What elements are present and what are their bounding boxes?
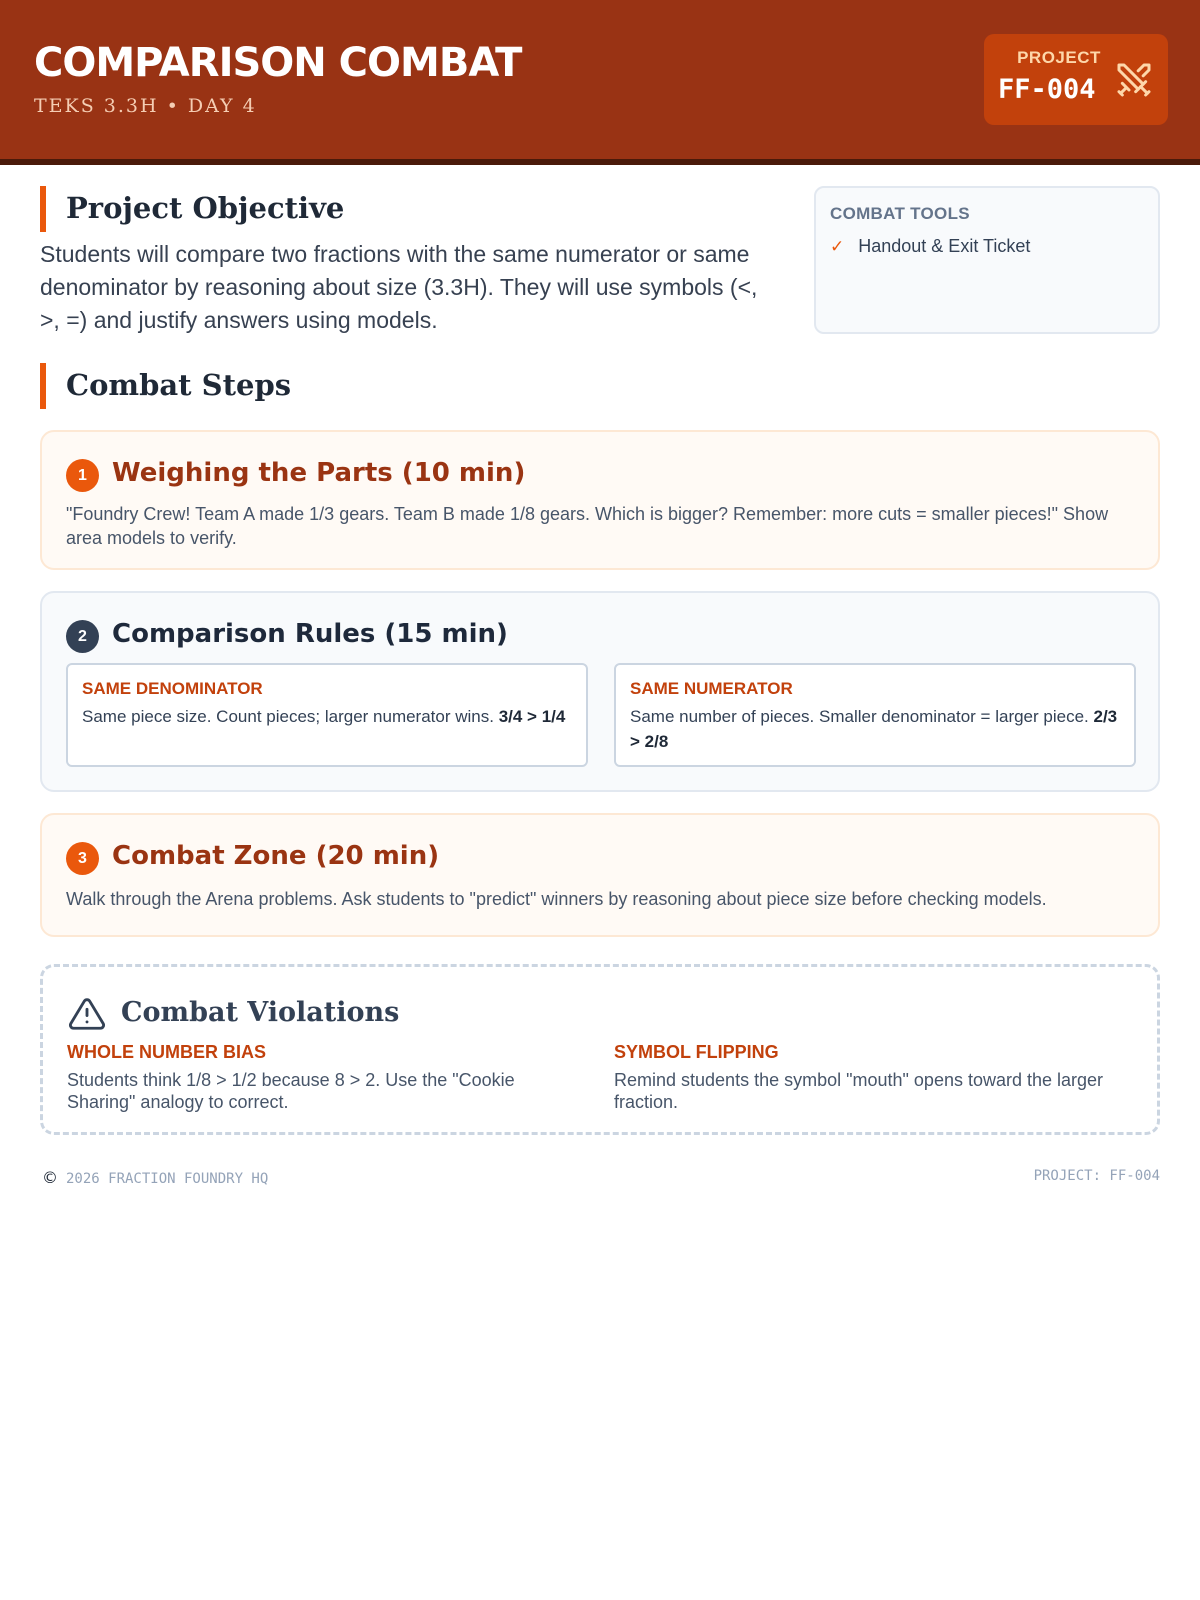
objective-heading-text: Project Objective [66,191,345,225]
project-badge-label: PROJECT [1017,48,1101,67]
rule-card-same-numerator [614,663,1136,767]
rule-card-same-denominator [66,663,588,767]
violation-title: SYMBOL FLIPPING [614,1042,779,1062]
page-title: COMPARISON COMBAT [34,40,522,86]
rule-description: Same number of pieces. Smaller denominator = larger piece. [630,707,1089,726]
warning-triangle-icon [67,995,107,1033]
footer-project-ref: PROJECT: FF-004 [1033,1168,1160,1184]
rule-text [82,704,572,729]
step-number-badge: 1 [66,459,99,492]
violation-title: WHOLE NUMBER BIAS [67,1042,266,1062]
rule-example: 3/4 > 1/4 [498,707,566,726]
page-subtitle: TEKS 3.3H • DAY 4 [34,95,257,117]
step-number-badge: 2 [66,620,99,653]
steps-heading-text: Combat Steps [66,368,292,402]
combat-violations-panel [40,964,1160,1135]
combat-tools-panel [814,186,1160,334]
steps-heading [40,363,292,409]
step-number-badge: 3 [66,842,99,875]
rule-title: SAME NUMERATOR [630,679,793,698]
step-card-1 [40,430,1160,570]
step-card-3 [40,813,1160,937]
violation-text: Students think 1/8 > 1/2 because 8 > 2. Use the "Cookie Sharing" analogy to correct. [67,1070,515,1112]
violation-item [67,1042,557,1113]
objective-heading [40,186,345,232]
page-header [0,0,1200,165]
violation-text: Remind students the symbol "mouth" opens toward the larger fraction. [614,1070,1104,1112]
step-title: Weighing the Parts (10 min) [112,458,526,488]
objective-text: Students will compare two fractions with the same numerator or same denominator by reasoning about size (3.3H). They will use symbols (<, >, =) and justify answers using models. [40,241,758,333]
rule-example: 2/3 > 2/8 [630,707,1118,751]
tools-list-item [830,236,1030,257]
rule-title: SAME DENOMINATOR [82,679,263,698]
crossed-swords-icon [1114,60,1154,100]
rule-description: Same piece size. Count pieces; larger numerator wins. [82,707,494,726]
footer-copyright-text: 2026 FRACTION FOUNDRY HQ [66,1171,269,1187]
step-title: Combat Zone (20 min) [112,841,440,871]
check-icon: ✓ [830,237,845,257]
step-card-2 [40,591,1160,792]
step-title: Comparison Rules (15 min) [112,619,508,649]
footer-copyright [42,1168,268,1187]
rule-text [630,704,1120,754]
step-description: "Foundry Crew! Team A made 1/3 gears. Team B made 1/8 gears. Which is bigger? Remember: more cuts = smaller pieces!" Show area models to verify. [66,504,1109,548]
violations-title: Combat Violations [121,997,400,1028]
violation-item [614,1042,1104,1113]
project-badge [984,34,1168,125]
step-description: Walk through the Arena problems. Ask students to "predict" winners by reasoning about piece size before checking models. [66,889,1047,909]
combat-tools-title: COMBAT TOOLS [830,204,970,223]
copyright-icon: © [42,1168,58,1187]
project-badge-code: FF-004 [998,74,1096,105]
tools-item-label: Handout & Exit Ticket [858,236,1031,256]
